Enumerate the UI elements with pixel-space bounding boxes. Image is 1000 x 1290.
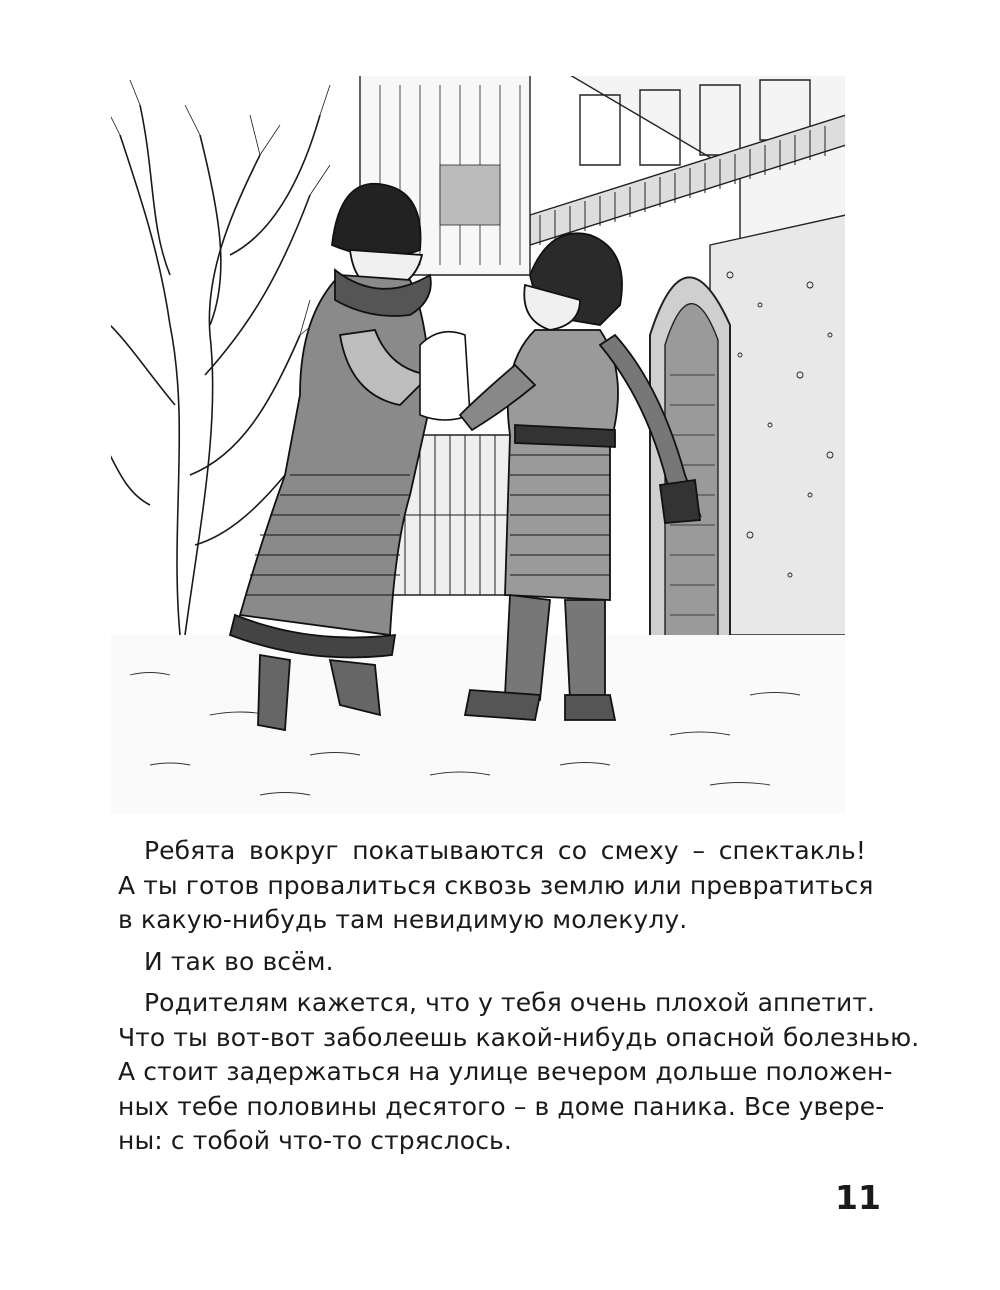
text-line: в какую-нибудь там невидимую молекулу. xyxy=(118,905,688,934)
paragraph-2 xyxy=(118,945,866,980)
street-scene-illustration-icon xyxy=(110,75,846,815)
text-line: ных тебе половины десятого – в доме паника. Все увере- xyxy=(118,1091,885,1121)
paragraph-1 xyxy=(118,834,874,938)
text-line: Что ты вот-вот заболеешь какой-нибудь опасной болезнью. xyxy=(118,1022,920,1052)
text-line: А ты готов провалиться сквозь землю или превратиться xyxy=(118,870,874,900)
page-number: 11 xyxy=(835,1178,881,1217)
paragraph-3 xyxy=(118,986,920,1159)
text-line: И так во всём. xyxy=(144,946,334,976)
body-text xyxy=(118,834,920,1159)
street-scene-illustration xyxy=(110,75,846,815)
text-line: ны: с тобой что-то стряслось. xyxy=(118,1126,512,1155)
text-line: Родителям кажется, что у тебя очень плохой аппетит. xyxy=(144,988,876,1017)
text-line: А стоит задержаться на улице вечером дольше положен- xyxy=(118,1057,893,1086)
text-line: Ребята вокруг покатываются со смеху – спектакль! xyxy=(144,836,866,865)
